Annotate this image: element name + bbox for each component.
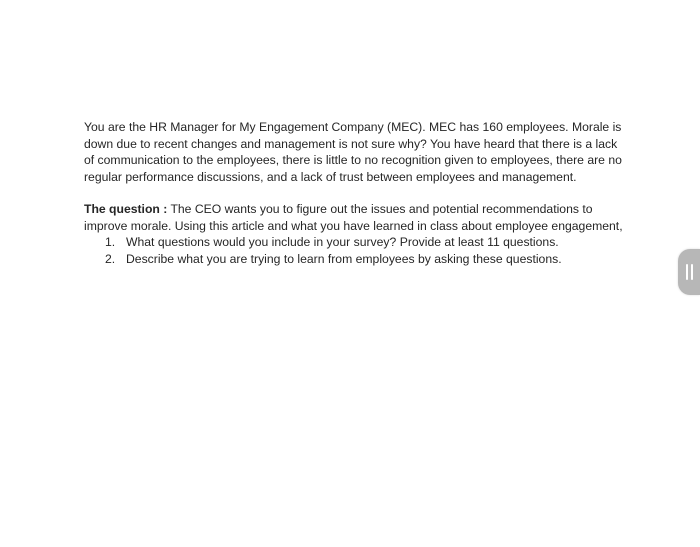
list-item-number: 1. [105,235,116,249]
list-item [84,251,624,268]
list-item-text: Describe what you are trying to learn from employees by asking these questions. [126,251,562,266]
side-panel-tab[interactable] [678,249,700,295]
question-paragraph [84,201,624,234]
question-list [84,234,624,267]
question-label: The question : [84,202,168,216]
question-text: The CEO wants you to figure out the issues and potential recommendations to improve morale. Using this article and what you have learned in class about employee engagement, [84,202,623,233]
intro-paragraph: You are the HR Manager for My Engagement Company (MEC). MEC has 160 employees. Morale is down due to recent changes and management is not sure why? You have heard that there is a lack of communication to the employees, there is little to no recognition given to employees, there are no regular performance discussions, and a lack of trust between employees and management. [84,120,622,184]
document-body [84,119,624,267]
list-item [84,234,624,251]
drag-handle-icon [685,264,695,280]
list-item-text: What questions would you include in your survey? Provide at least 11 questions. [126,235,559,249]
list-item-number: 2. [105,251,116,266]
